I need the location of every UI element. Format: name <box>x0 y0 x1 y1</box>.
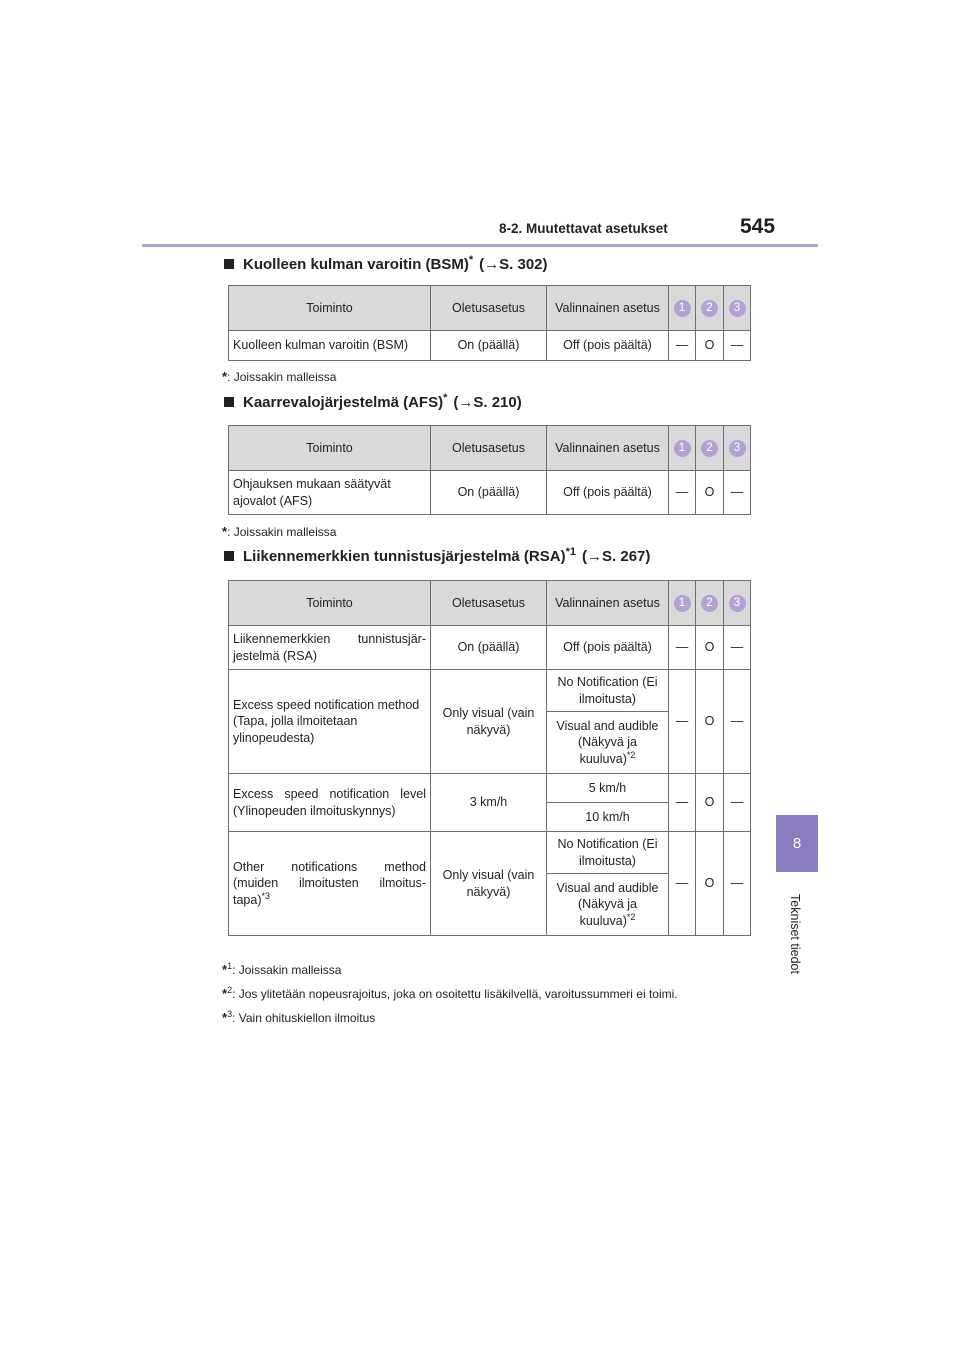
bullet-square-icon <box>224 397 234 407</box>
footnote: *$^3$: Vain ohituskiellon ilmoitus <box>222 1009 376 1025</box>
bullet-square-icon <box>224 259 234 269</box>
table-row: Other notifications method (muiden ilmoitusten ilmoitus-tapa)$^{*3}$ Only visual (vain näkyvä) No Notification (Ei ilmoitusta) — O — <box>229 832 751 874</box>
header-rule <box>142 244 818 247</box>
settings-table-afs <box>228 425 751 515</box>
table-row: Excess speed notification level (Ylinopeuden ilmoituskynnys) 3 km/h 5 km/h — O — <box>229 774 751 803</box>
table-row: Ohjauksen mukaan säätyvät ajovalot (AFS) On (päällä) Off (pois päältä) — O — <box>229 471 751 515</box>
section-title: 8-2. Muutettavat asetukset <box>499 221 668 236</box>
page-reference: (→S. 302) <box>479 256 548 273</box>
footnote: *: Joissakin malleissa <box>222 524 337 539</box>
section-heading-bsm: Kuolleen kulman varoitin (BSM)* (→S. 302) <box>224 256 548 273</box>
page-reference: (→S. 267) <box>582 548 651 565</box>
section-heading-rsa: Liikennemerkkien tunnistusjärjestelmä (RSA)$^{*1}$ (→S. 267) <box>224 548 650 565</box>
chapter-number: 8 <box>792 835 802 852</box>
footnote: *$^2$: Jos ylitetään nopeusrajoitus, joka on osoitettu lisäkilvellä, varoitussummeri ei toimi. <box>222 985 678 1001</box>
footnote: *$^1$: Joissakin malleissa <box>222 961 342 977</box>
table-header-row: Toiminto Oletusasetus Valinnainen asetus 1 2 3 <box>229 426 751 471</box>
bullet-square-icon <box>224 551 234 561</box>
table-header-row: Toiminto Oletusasetus Valinnainen asetus 1 2 3 <box>229 581 751 626</box>
table-row: 10 km/h <box>229 803 751 832</box>
page-reference: (→S. 210) <box>453 394 522 411</box>
table-row: Visual and audible (Näkyvä ja kuuluva)$^{*2}$ <box>229 874 751 936</box>
settings-table-bsm <box>228 285 751 361</box>
table-row: Visual and audible (Näkyvä ja kuuluva)$^{*2}$ <box>229 712 751 774</box>
settings-table-rsa <box>228 580 751 936</box>
page-number: 545 <box>740 215 776 238</box>
table-header-row: Toiminto Oletusasetus Valinnainen asetus 1 2 3 <box>229 286 751 331</box>
footnote: *: Joissakin malleissa <box>222 369 337 384</box>
table-row: Kuolleen kulman varoitin (BSM) On (päällä) Off (pois päältä) — O — <box>229 331 751 361</box>
section-heading-afs: Kaarrevalojärjestelmä (AFS)* (→S. 210) <box>224 394 522 411</box>
chapter-tab <box>776 815 818 872</box>
chapter-label: Tekniset tiedot <box>788 894 802 974</box>
table-row: Excess speed notification method (Tapa, jolla ilmoitetaan ylinopeudesta) Only visual (vain näkyvä) No Notification (Ei ilmoitusta) — O — <box>229 670 751 712</box>
table-row: Liikennemerkkien tunnistusjär-jestelmä (RSA) On (päällä) Off (pois päältä) — O — <box>229 626 751 670</box>
